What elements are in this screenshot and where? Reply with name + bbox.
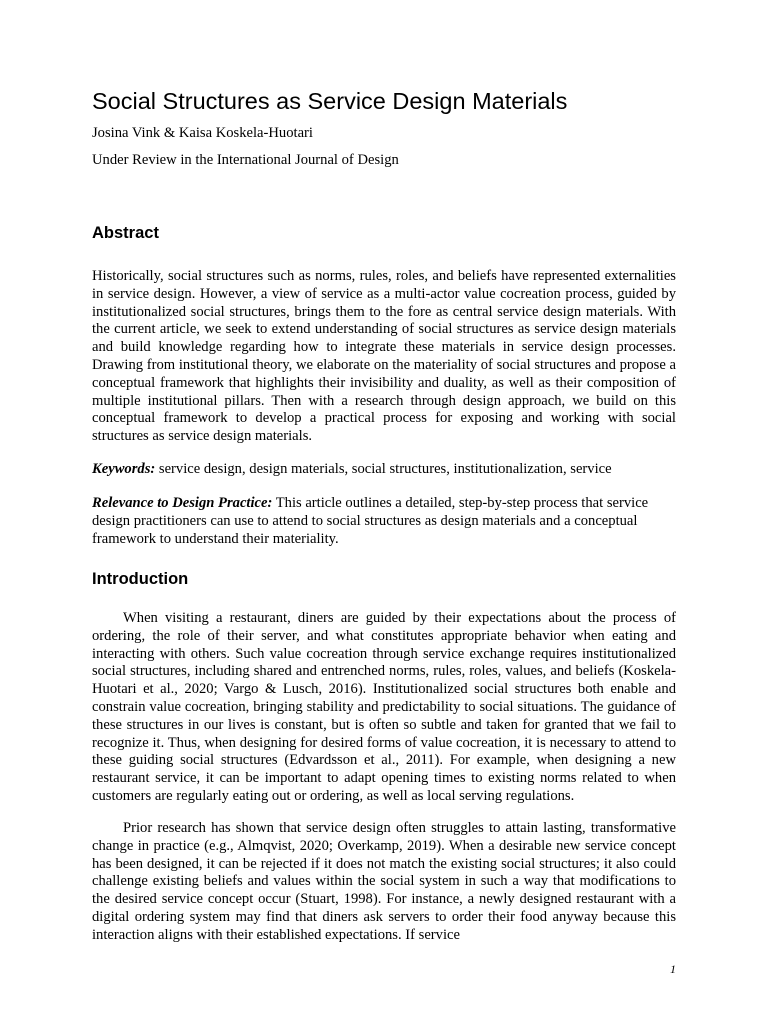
keywords-text: service design, design materials, social structures, institutionalization, service bbox=[155, 461, 612, 477]
keywords-label: Keywords: bbox=[92, 461, 156, 477]
abstract-text: Historically, social structures such as norms, rules, roles, and beliefs have represented externalities in service design. However, a view of service as a multi-actor value cocreation process, guided by institutionalized social structures, brings them to the fore as central service design materials. With the current article, we seek to extend understanding of social structures as service design materials and build knowledge regarding how to integrate these materials in service design processes. Drawing from institutional theory, we elaborate on the materiality of social structures and propose a conceptual framework that highlights their invisibility and duality, as well as their composition of multiple institutional pillars. Then with a research through design approach, we build on this conceptual framework to develop a practical process for exposing and working with social structures as service design materials. bbox=[92, 268, 676, 445]
relevance-text: This article outlines a detailed, step-by-step process that service design practitioners can use to attend to social structures as design materials and a conceptual framework to understand their materiality. bbox=[92, 495, 649, 547]
relevance-to-practice bbox=[92, 495, 676, 548]
paper-venue: Under Review in the International Journal of Design bbox=[92, 152, 399, 168]
abstract-heading: Abstract bbox=[92, 224, 159, 242]
paper-authors: Josina Vink & Kaisa Koskela-Huotari bbox=[92, 125, 313, 141]
keywords bbox=[92, 461, 676, 479]
introduction-paragraph: When visiting a restaurant, diners are guided by their expectations about the process of ordering, the role of their server, and what constitutes appropriate behavior when eating and interacting with others. Such value cocreation through service exchange requires institutionalized social structures, including shared and entrenched norms, rules, roles, values, and beliefs (Koskela-Huotari et al., 2020; Vargo & Lusch, 2016). Institutionalized social structures both enable and constrain value cocreation, bringing stability and predictability to social situations. The guidance of these structures in our lives is constant, but is often so subtle and taken for granted that we fail to recognize it. Thus, when designing for desired forms of value cocreation, it is necessary to attend to these guiding social structures (Edvardsson et al., 2011). For example, when designing a new restaurant service, it can be important to adapt opening times to existing norms related to when customers are regularly eating out or ordering, as well as local serving regulations. bbox=[92, 610, 676, 804]
introduction-heading: Introduction bbox=[92, 570, 189, 588]
page-number: 1 bbox=[670, 962, 676, 976]
introduction-paragraph: Prior research has shown that service design often struggles to attain lasting, transformative change in practice (e.g., Almqvist, 2020; Overkamp, 2019). When a desirable new service concept has been designed, it can be rejected if it does not match the existing social structures; it also could challenge existing beliefs and values within the social system in such a way that modifications to the desired service concept occur (Stuart, 1998). For instance, a newly designed restaurant with a digital ordering system may find that diners ask servers to order their food anyway because this interaction aligns with their established expectations. If service bbox=[92, 820, 676, 943]
paper-title: Social Structures as Service Design Materials bbox=[92, 88, 568, 114]
relevance-label: Relevance to Design Practice: bbox=[92, 495, 273, 511]
